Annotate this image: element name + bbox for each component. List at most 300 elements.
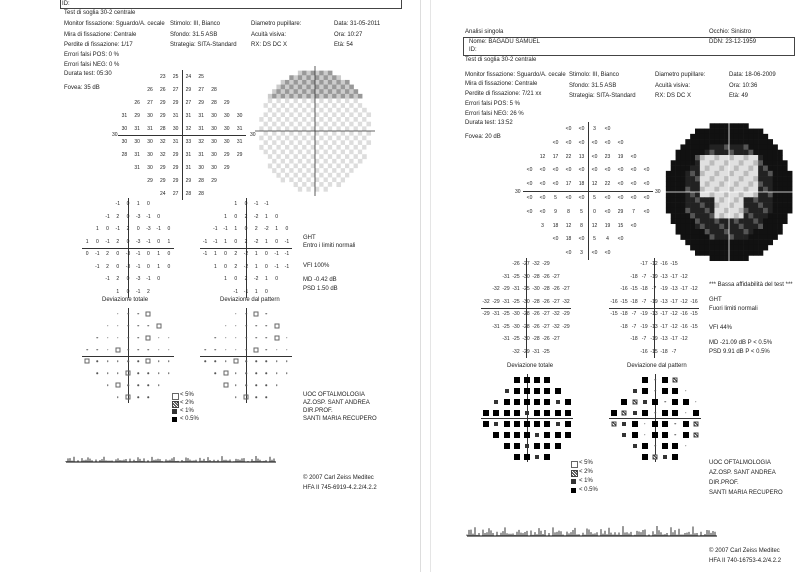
grayscale-cell (306, 140, 311, 145)
grayscale-cell (315, 145, 320, 150)
institution-line-1: UOC OFTALMOLOGIA (303, 392, 365, 398)
grayscale-cell (358, 122, 363, 127)
probability-symbol (534, 399, 540, 405)
grayscale-cell (345, 164, 350, 169)
grayscale-cell (753, 181, 758, 187)
grayscale-cell (336, 154, 341, 159)
deviation-cell: -25 (522, 286, 530, 293)
total-deviation-probability (481, 374, 573, 462)
grayscale-cell (328, 182, 333, 187)
threshold-cell: <0 (552, 167, 559, 174)
fixation-losses: Perdite di fissazione: 7/21 xx (465, 91, 542, 97)
grayscale-cell (362, 103, 367, 108)
grayscale-cell (778, 218, 783, 224)
grayscale-cell (354, 89, 359, 94)
grayscale-cell (763, 160, 768, 166)
grayscale-cell (281, 177, 286, 182)
grayscale-cell (319, 159, 324, 164)
grayscale-cell (676, 176, 681, 182)
probability-symbol (107, 325, 109, 327)
probability-symbol (215, 373, 217, 375)
grayscale-cell (710, 208, 715, 214)
grayscale-cell (685, 166, 690, 172)
grayscale-cell (763, 203, 768, 209)
grayscale-cell (714, 139, 719, 145)
probability-symbol (107, 361, 109, 363)
threshold-cell: 30 (224, 125, 230, 132)
grayscale-cell (748, 129, 753, 135)
grayscale-cell (268, 136, 273, 141)
threshold-cell: <0 (591, 139, 598, 146)
probability-symbol (137, 337, 139, 339)
grayscale-cell (739, 166, 744, 172)
deviation-cell: -1 (284, 263, 290, 270)
deviation-cell: 2 (244, 238, 248, 245)
grayscale-cell (753, 250, 758, 256)
grayscale-cell (319, 131, 324, 136)
grayscale-cell (773, 150, 778, 156)
threshold-cell: <0 (578, 139, 585, 146)
grayscale-cell (758, 250, 763, 256)
threshold-cell: 32 (160, 138, 166, 145)
false-positives: Errori falsi POS: 0 % (64, 52, 120, 58)
grayscale-cell (285, 159, 290, 164)
pattern-deviation-numeric (200, 198, 292, 298)
grayscale-cell (276, 136, 281, 141)
grayscale-cell (366, 131, 371, 136)
grayscale-cell (276, 150, 281, 155)
grayscale-cell (676, 203, 681, 209)
grayscale-cell (714, 155, 719, 161)
grayscale-cell (748, 181, 753, 187)
deviation-cell: 0 (147, 263, 150, 270)
grayscale-cell (345, 140, 350, 145)
threshold-cell: 26 (147, 86, 153, 93)
axis-label-left: 30 (515, 189, 521, 195)
grayscale-cell (332, 117, 337, 122)
grayscale-cell (276, 94, 281, 99)
grayscale-cell (349, 173, 354, 178)
deviation-cell: 0 (85, 251, 89, 258)
grayscale-cell (319, 182, 324, 187)
grayscale-cell (341, 131, 346, 136)
grayscale-cell (758, 144, 763, 150)
grayscale-cell (773, 197, 778, 203)
grayscale-cell (328, 71, 333, 76)
grayscale-cell (690, 192, 695, 198)
grayscale-cell (753, 245, 758, 251)
grayscale-cell (298, 136, 303, 141)
grayscale-cell (690, 171, 695, 177)
grayscale-cell (739, 218, 744, 224)
grayscale-cell (319, 168, 324, 173)
grayscale-cell (328, 140, 333, 145)
probability-symbol (117, 373, 119, 375)
probability-symbol (644, 434, 646, 436)
probability-symbol (494, 400, 498, 404)
visual-acuity: Acuità visiva: (251, 32, 287, 38)
grayscale-cell (705, 245, 710, 251)
grayscale-cell (302, 80, 307, 85)
deviation-cell: -1 (264, 201, 269, 208)
deviation-cell: -7 (641, 298, 647, 305)
grayscale-cell (298, 126, 303, 131)
grayscale-cell (298, 112, 303, 117)
grayscale-cell (782, 187, 787, 193)
grayscale-cell (695, 240, 700, 246)
grayscale-cell (787, 192, 792, 198)
grayscale-cell (345, 85, 350, 90)
grayscale-cell (734, 176, 739, 182)
grayscale-cell (748, 240, 753, 246)
grayscale-cell (264, 150, 269, 155)
probability-symbol (137, 313, 139, 315)
fixation-target: Mira di fissazione: Centrale (64, 32, 137, 38)
grayscale-cell (272, 89, 277, 94)
grayscale-cell (336, 75, 341, 80)
deviation-cell: 1 (254, 263, 258, 270)
grayscale-cell (294, 103, 299, 108)
threshold-cell: 31 (172, 138, 179, 145)
threshold-cell: 30 (147, 164, 153, 171)
grayscale-cell (705, 144, 710, 150)
grayscale-cell (705, 208, 710, 214)
grayscale-cell (354, 136, 359, 141)
threshold-cell: 25 (172, 73, 179, 80)
grayscale-cell (724, 187, 729, 193)
probability-symbol (115, 347, 120, 352)
grayscale-cell (763, 240, 768, 246)
threshold-cell: 28 (198, 177, 204, 184)
grayscale-cell (744, 166, 749, 172)
grayscale-cell (268, 164, 273, 169)
threshold-cell: 29 (617, 208, 624, 215)
grayscale-cell (264, 108, 269, 113)
probability-symbol (245, 325, 247, 327)
grayscale-cell (349, 140, 354, 145)
grayscale-cell (739, 234, 744, 240)
grayscale-cell (768, 240, 773, 246)
probability-symbol (117, 396, 119, 398)
grayscale-cell (734, 139, 739, 145)
grayscale-cell (705, 218, 710, 224)
grayscale-cell (341, 150, 346, 155)
threshold-cell: 31 (121, 112, 128, 119)
grayscale-cell (289, 177, 294, 182)
probability-symbol (117, 325, 119, 327)
grayscale-cell (302, 187, 307, 192)
deviation-cell: 0 (285, 226, 289, 233)
grayscale-cell (366, 140, 371, 145)
grayscale-cell (281, 159, 286, 164)
grayscale-cell (315, 126, 320, 131)
grayscale-cell (690, 245, 695, 251)
grayscale-cell (758, 166, 763, 172)
grayscale-cell (289, 117, 294, 122)
grayscale-cell (285, 117, 290, 122)
false-negatives: Errori falsi NEG: 0 % (64, 62, 120, 68)
grayscale-cell (773, 234, 778, 240)
grayscale-cell (782, 176, 787, 182)
grayscale-cell (306, 71, 311, 76)
grayscale-cell (787, 187, 792, 193)
deviation-cell: 1 (157, 263, 161, 270)
grayscale-cell (319, 108, 324, 113)
grayscale-cell (782, 160, 787, 166)
grayscale-cell (705, 250, 710, 256)
threshold-numeric-map (118, 70, 246, 200)
grayscale-cell (768, 166, 773, 172)
grayscale-cell (302, 168, 307, 173)
grayscale-cell (306, 150, 311, 155)
grayscale-cell (773, 208, 778, 214)
grayscale-cell (294, 154, 299, 159)
grayscale-cell (748, 208, 753, 214)
grayscale-cell (685, 240, 690, 246)
probability-symbol (662, 421, 668, 427)
probability-symbol (632, 421, 638, 427)
deviation-cell: -31 (512, 286, 520, 293)
grayscale-cell (680, 155, 685, 161)
grayscale-cell (782, 208, 787, 214)
threshold-cell: <0 (578, 236, 585, 243)
grayscale-cell (354, 150, 359, 155)
probability-symbol (642, 410, 648, 416)
grayscale-cell (332, 75, 337, 80)
grayscale-cell (753, 134, 758, 140)
grayscale-cell (319, 80, 324, 85)
deviation-cell: 2 (244, 213, 248, 220)
grayscale-cell (328, 122, 333, 127)
deviation-cell: 0 (224, 251, 227, 258)
probability-symbol (654, 379, 656, 381)
grayscale-cell (734, 134, 739, 140)
grayscale-cell (336, 108, 341, 113)
probability-symbol (245, 373, 247, 375)
grayscale-cell (306, 136, 311, 141)
threshold-cell: 32 (160, 151, 166, 158)
probability-symbol (556, 422, 560, 426)
grayscale-cell (289, 136, 294, 141)
grayscale-cell (315, 187, 320, 192)
deviation-cell: 0 (126, 276, 130, 283)
deviation-cell: -18 (630, 336, 638, 343)
grayscale-cell (724, 155, 729, 161)
grayscale-cell (294, 145, 299, 150)
grayscale-cell (710, 181, 715, 187)
grayscale-cell (272, 154, 277, 159)
deviation-cell: -1 (105, 276, 110, 283)
grayscale-cell (306, 117, 311, 122)
grayscale-cell (306, 122, 311, 127)
grayscale-cell (306, 187, 311, 192)
test-duration: Durata test: 13:52 (465, 120, 513, 126)
grayscale-cell (690, 229, 695, 235)
probability-symbol (97, 373, 99, 375)
grayscale-cell (281, 154, 286, 159)
grayscale-cell (690, 203, 695, 209)
probability-symbol (544, 399, 550, 405)
grayscale-cell (298, 182, 303, 187)
deviation-cell: -1 (213, 226, 218, 233)
grayscale-cell (748, 250, 753, 256)
deviation-cell: 0 (126, 288, 130, 295)
grayscale-cell (341, 140, 346, 145)
threshold-cell: 31 (185, 164, 192, 171)
grayscale-cell (719, 224, 724, 230)
grayscale-cell (763, 192, 768, 198)
deviation-cell: -1 (115, 226, 120, 233)
grayscale-cell (268, 150, 273, 155)
grayscale-cell (328, 99, 333, 104)
probability-symbol (115, 383, 120, 388)
grayscale-cell (705, 213, 710, 219)
grayscale-cell (739, 250, 744, 256)
grayscale-cell (680, 181, 685, 187)
threshold-cell: 29 (160, 112, 166, 119)
grayscale-cell (690, 181, 695, 187)
probability-symbol (127, 337, 129, 339)
grayscale-cell (671, 160, 676, 166)
grayscale-cell (676, 192, 681, 198)
grayscale-cell (744, 192, 749, 198)
deviation-cell: -12 (650, 261, 658, 268)
grayscale-cell (285, 126, 290, 131)
grayscale-cell (336, 173, 341, 178)
grayscale-cell (710, 123, 715, 129)
grayscale-cell (306, 99, 311, 104)
probability-symbol (652, 399, 658, 405)
grayscale-cell (724, 181, 729, 187)
grayscale-cell (341, 168, 346, 173)
grayscale-cell (285, 177, 290, 182)
grayscale-cell (281, 164, 286, 169)
grayscale-cell (289, 103, 294, 108)
deviation-cell: 1 (254, 251, 258, 258)
threshold-cell: 0 (593, 208, 596, 215)
grayscale-cell (729, 197, 734, 203)
grayscale-cell (341, 103, 346, 108)
grayscale-cell (298, 159, 303, 164)
grayscale-cell (336, 168, 341, 173)
grayscale-cell (758, 155, 763, 161)
grayscale-cell (294, 164, 299, 169)
grayscale-cell (748, 229, 753, 235)
grayscale-cell (763, 213, 768, 219)
probability-symbol (158, 349, 160, 351)
grayscale-cell (272, 112, 277, 117)
probability-symbol (611, 410, 617, 416)
grayscale-cell (748, 139, 753, 145)
deviation-cell: 2 (116, 213, 120, 220)
probability-symbol (525, 411, 529, 415)
deviation-cell: -18 (630, 298, 638, 305)
grayscale-cell (324, 136, 329, 141)
deviation-cell: -28 (542, 286, 550, 293)
deviation-cell: 0 (147, 251, 150, 258)
probability-symbol (266, 313, 268, 315)
ght-result: Entro i limiti normali (303, 243, 356, 249)
deviation-cell: -31 (502, 336, 510, 343)
grayscale-cell (302, 177, 307, 182)
deviation-cell: 0 (167, 226, 171, 233)
grayscale-cell (324, 126, 329, 131)
grayscale-cell (705, 176, 710, 182)
threshold-cell: 24 (185, 73, 192, 80)
grayscale-cell (680, 218, 685, 224)
grayscale-cell (336, 89, 341, 94)
grayscale-cell (354, 154, 359, 159)
grayscale-cell (272, 108, 277, 113)
grayscale-cell (705, 181, 710, 187)
grayscale-cell (724, 255, 729, 261)
grayscale-cell (336, 145, 341, 150)
grayscale-cell (734, 213, 739, 219)
grayscale-cell (328, 164, 333, 169)
grayscale-cell (302, 140, 307, 145)
threshold-cell: 29 (147, 177, 153, 184)
grayscale-cell (671, 192, 676, 198)
grayscale-cell (336, 80, 341, 85)
grayscale-cell (690, 208, 695, 214)
grayscale-cell (362, 150, 367, 155)
grayscale-cell (328, 126, 333, 131)
threshold-cell: 29 (224, 164, 230, 171)
grayscale-cell (319, 177, 324, 182)
threshold-cell: <0 (526, 208, 533, 215)
deviation-cell: -1 (233, 288, 238, 295)
legend-p5-icon (172, 393, 179, 400)
grayscale-cell (685, 234, 690, 240)
grayscale-cell (714, 176, 719, 182)
deviation-cell: 0 (244, 201, 248, 208)
grayscale-cell (345, 159, 350, 164)
grayscale-cell (285, 131, 290, 136)
grayscale-cell (685, 197, 690, 203)
grayscale-cell (773, 155, 778, 161)
grayscale-cell (666, 208, 671, 214)
grayscale-cell (298, 108, 303, 113)
threshold-cell: 29 (224, 99, 230, 106)
probability-symbol (622, 422, 626, 426)
strategy: Strategia: SITA-Standard (170, 42, 237, 48)
grayscale-cell (358, 117, 363, 122)
grayscale-cell (729, 176, 734, 182)
grayscale-cell (341, 89, 346, 94)
grayscale-cell (276, 103, 281, 108)
grayscale-cell (714, 229, 719, 235)
grayscale-cell (782, 171, 787, 177)
grayscale-cell (763, 155, 768, 161)
deviation-cell: -1 (156, 226, 161, 233)
deviation-cell: 0 (95, 238, 99, 245)
deviation-cell: 0 (275, 213, 279, 220)
institution-line-4: SANTI MARIA RECUPERO (303, 416, 377, 422)
grayscale-cell (671, 197, 676, 203)
grayscale-cell (302, 85, 307, 90)
grayscale-cell (341, 112, 346, 117)
grayscale-cell (782, 192, 787, 198)
grayscale-cell (264, 126, 269, 131)
grayscale-cell (739, 129, 744, 135)
grayscale-cell (315, 131, 320, 136)
deviation-cell: -2 (243, 251, 249, 258)
grayscale-cell (695, 192, 700, 198)
threshold-cell: 28 (211, 86, 217, 93)
deviation-cell: -1 (105, 238, 110, 245)
threshold-cell: 12 (591, 181, 598, 188)
grayscale-cell (671, 181, 676, 187)
